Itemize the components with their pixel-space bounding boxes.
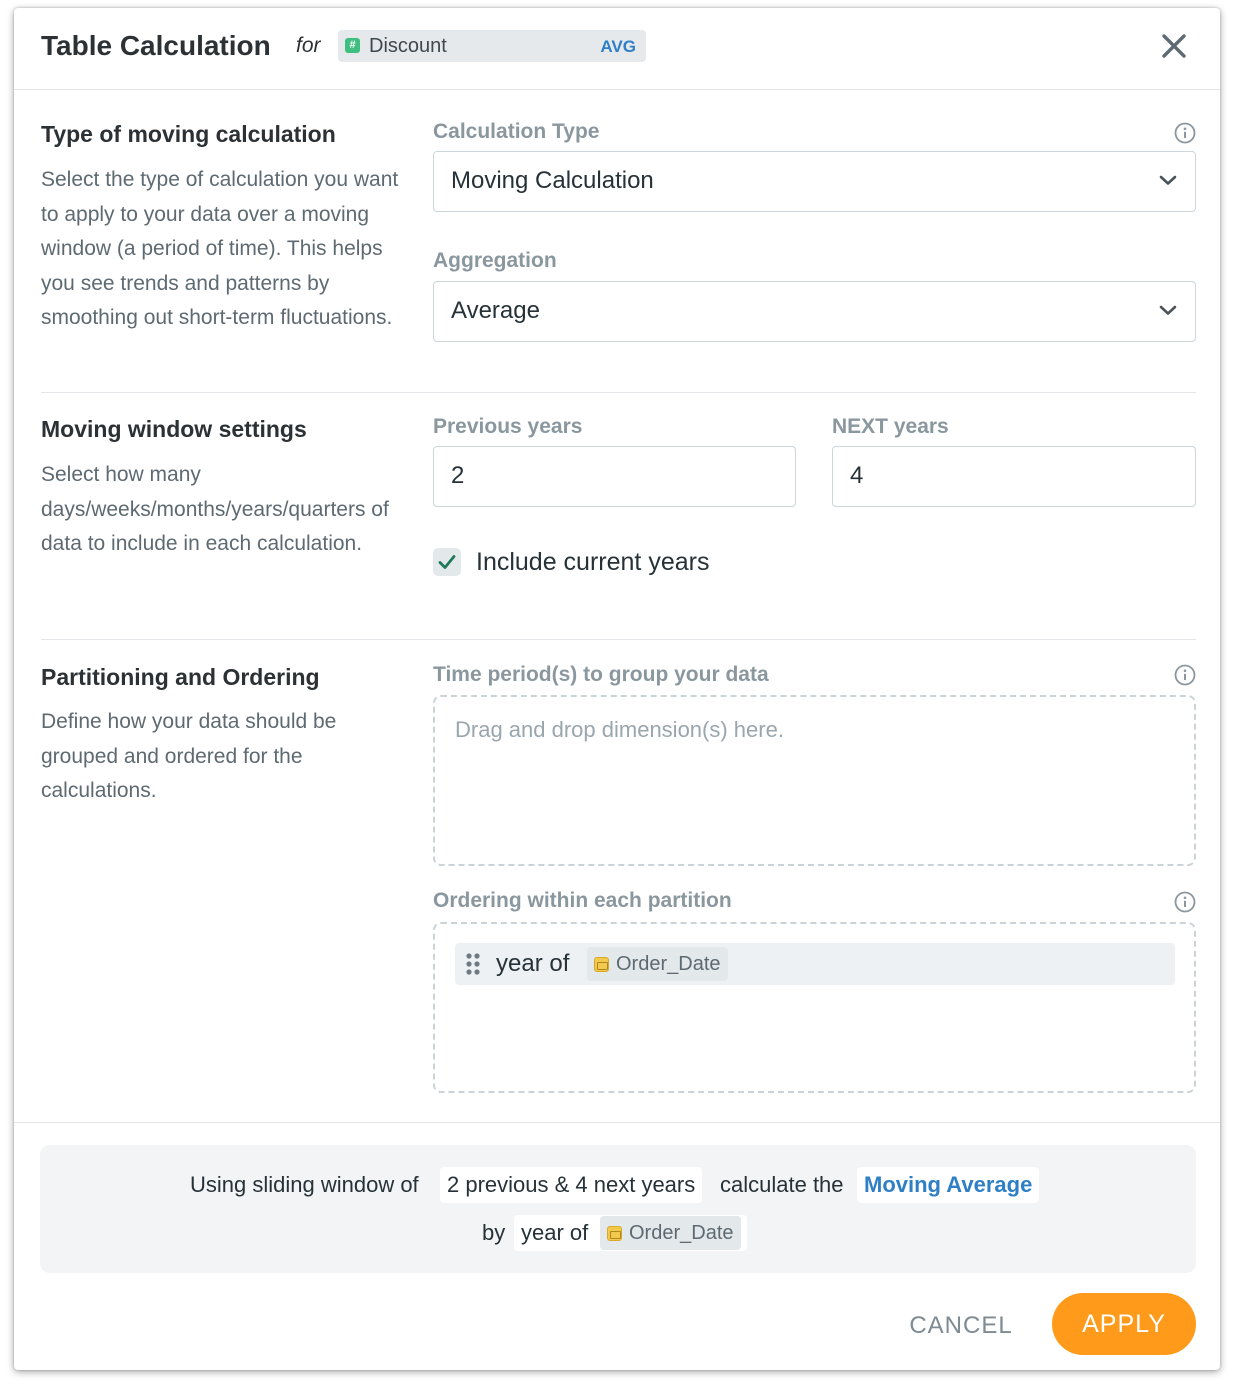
dialog-header xyxy=(14,8,1220,90)
aggregation-value: Average xyxy=(451,297,540,324)
close-icon xyxy=(1160,32,1188,60)
ordering-item[interactable] xyxy=(455,943,1175,985)
info-icon[interactable] xyxy=(1174,122,1196,144)
next-years-input[interactable] xyxy=(832,446,1196,507)
next-years-label: NEXT years xyxy=(832,415,949,438)
aggregation-label: Aggregation xyxy=(433,249,557,272)
calc-type-label: Calculation Type xyxy=(433,120,600,143)
for-label: for xyxy=(296,34,321,57)
summary-text-2: calculate the xyxy=(720,1172,844,1197)
drag-handle-icon[interactable] xyxy=(465,952,481,976)
summary-by-pill xyxy=(514,1215,747,1251)
include-current-label[interactable]: Include current years xyxy=(476,548,710,576)
section-partition-title: Partitioning and Ordering xyxy=(41,664,320,690)
previous-years-input[interactable] xyxy=(433,446,796,507)
summary-calc-pill: Moving Average xyxy=(857,1167,1039,1203)
section-divider xyxy=(41,639,1196,640)
summary-field-chip xyxy=(600,1216,741,1250)
ordering-field-name: Order_Date xyxy=(616,953,721,975)
calc-type-select[interactable] xyxy=(433,151,1196,212)
section-type-description: Select the type of calculation you want to apply to your data over a moving window (a period of time). This helps you see trends and patterns by smoothing out short-term fluctuations. xyxy=(41,168,399,329)
group-dropzone-placeholder: Drag and drop dimension(s) here. xyxy=(455,717,784,742)
dialog-title: Table Calculation xyxy=(41,30,271,61)
summary-by-prefix: year of xyxy=(521,1220,589,1245)
close-button[interactable] xyxy=(1160,32,1188,60)
previous-years-value: 2 xyxy=(451,462,465,489)
summary-text-1: Using sliding window of xyxy=(190,1172,419,1197)
section-type-title: Type of moving calculation xyxy=(41,121,336,147)
field-chip xyxy=(338,30,646,62)
field-name: Discount xyxy=(369,35,447,57)
summary-text-3: by xyxy=(482,1220,506,1245)
cancel-button[interactable]: CANCEL xyxy=(909,1312,1013,1339)
next-years-value: 4 xyxy=(850,462,864,489)
section-partition-description: Define how your data should be grouped and ordered for the calculations. xyxy=(41,710,337,802)
calc-type-value: Moving Calculation xyxy=(451,167,654,194)
table-calculation-dialog xyxy=(14,8,1220,1370)
section-window-description: Select how many days/weeks/months/years/quarters of data to include in each calculation. xyxy=(41,463,389,555)
footer-divider xyxy=(14,1122,1220,1123)
section-divider xyxy=(41,392,1196,393)
ordering-field-chip xyxy=(587,947,728,981)
calendar-icon xyxy=(594,957,609,972)
aggregation-select[interactable] xyxy=(433,281,1196,342)
field-aggregation: AVG xyxy=(600,37,636,56)
calendar-icon xyxy=(607,1226,622,1241)
apply-button[interactable]: APPLY xyxy=(1052,1293,1196,1355)
check-icon xyxy=(433,548,461,576)
summary-field-name: Order_Date xyxy=(629,1222,734,1244)
number-field-icon: # xyxy=(345,38,360,53)
info-icon[interactable] xyxy=(1174,891,1196,913)
group-label: Time period(s) to group your data xyxy=(433,663,769,686)
chevron-down-icon xyxy=(1159,304,1177,316)
include-current-checkbox[interactable] xyxy=(433,548,461,576)
chevron-down-icon xyxy=(1159,174,1177,186)
summary-window-pill: 2 previous & 4 next years xyxy=(440,1167,702,1203)
info-icon[interactable] xyxy=(1174,664,1196,686)
section-window-title: Moving window settings xyxy=(41,416,307,442)
ordering-label: Ordering within each partition xyxy=(433,889,732,912)
calculation-summary xyxy=(40,1145,1196,1273)
previous-years-label: Previous years xyxy=(433,415,583,438)
group-dropzone[interactable] xyxy=(433,695,1196,866)
ordering-item-prefix: year of xyxy=(496,950,570,977)
ordering-dropzone[interactable] xyxy=(433,922,1196,1093)
